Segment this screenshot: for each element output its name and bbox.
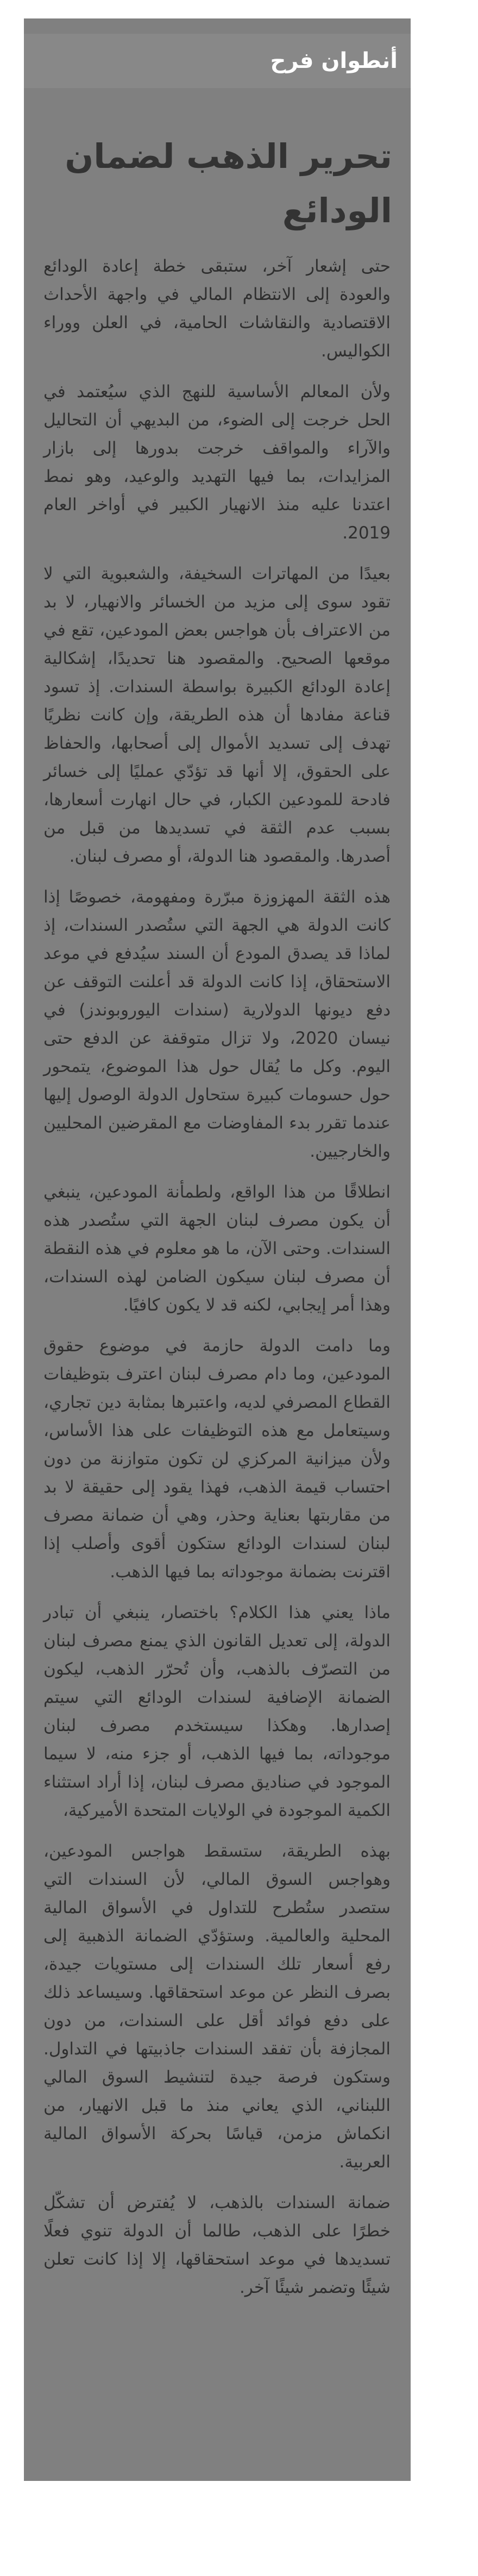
paragraph: بعيدًا من المهاترات السخيفة، والشعبوية التي لا تقود سوى إلى مزيد من الخسائر والانهيار، لا بد من الاعتراف بأن هواجس بعض المودعين، تقع في موقعها الصحيح. والمقصود هنا تحديدًا، إشكالية إعادة الودائع الكبيرة بواسطة السندات. إذ تسود قناعة مفادها أن هذه الطريقة، وإن كانت نظريًا تهدف إلى تسديد الأموال إلى أصحابها، والحفاظ على الحقوق، إلا أنها قد تؤدّي عمليًا إلى خسائر فادحة للمودعين الكبار، في حال انهارت أسعارها، بسبب عدم الثقة في تسديدها من قبل من أصدرها. والمقصود هنا الدولة، أو مصرف لبنان. (43, 564, 391, 866)
paragraph: بهذه الطريقة، ستسقط هواجس المودعين، وهواجس السوق المالي، لأن السندات التي ستصدر ستُطرح للتداول في الأسواق المالية المحلية والعالمية. وستؤدّي الضمانة الذهبية إلى رفع أسعار تلك السندات إلى مستويات جيدة، بصرف النظر عن موعد استحقاقها. وسيساعد ذلك على دفع فوائد أقل على السندات، من دون المجازفة بأن تفقد السندات جاذبيتها في التداول. وستكون فرصة جيدة لتنشيط السوق المالي اللبناني، الذي يعاني منذ ما قبل الانهيار، من انكماش مزمن، قياسًا بحركة الأسواق المالية العربية. (43, 1841, 391, 2172)
article-body (43, 252, 391, 2314)
paragraph: ماذا يعني هذا الكلام؟ باختصار، ينبغي أن تبادر الدولة، إلى تعديل القانون الذي يمنع مصرف لبنان من التصرّف بالذهب، وأن تُحرّر الذهب، ليكون الضمانة الإضافية لسندات الودائع التي سيتم إصدارها. وهكذا سيستخدم مصرف لبنان موجوداته، بما فيها الذهب، أو جزء منه، لا سيما الموجود في صناديق مصرف لبنان، إذا أراد استثناء الكمية الموجودة في الولايات المتحدة الأميركية، (43, 1603, 391, 1820)
author-band (24, 34, 411, 88)
article-title: تحرير الذهب لضمان الودائع (65, 136, 392, 230)
paragraph: حتى إشعار آخر، ستبقى خطة إعادة الودائع والعودة إلى الانتظام المالي في واجهة الأحداث الاقتصادية والنقاشات الحامية، في العلن ووراء الكواليس. (43, 256, 391, 361)
author-name: أنطوان فرح (270, 48, 398, 73)
paragraph: هذه الثقة المهزوزة مبرّرة ومفهومة، خصوصًا إذا كانت الدولة هي الجهة التي ستُصدر السندات، إذ لماذا قد يصدق المودع أن السند سيُدفع في موعد الاستحقاق، إذا كانت الدولة قد أعلنت التوقف عن دفع ديونها الدولارية (سندات اليوروبوندز) في نيسان 2020، ولا تزال متوقفة عن الدفع حتى اليوم. وكل ما يُقال حول هذا الموضوع، يتمحور حول حسومات كبيرة ستحاول الدولة الوصول إليها عندما تقرر بدء المفاوضات مع المقرضين المحليين والخارجيين. (43, 887, 391, 1161)
paragraph: انطلاقًا من هذا الواقع، ولطمأنة المودعين، ينبغي أن يكون مصرف لبنان الجهة التي ستُصدر هذه السندات. وحتى الآن، ما هو معلوم في هذه النقطة أن مصرف لبنان سيكون الضامن لهذه السندات، وهذا أمر إيجابي، لكنه قد لا يكون كافيًا. (43, 1182, 391, 1315)
article-card (24, 18, 411, 2481)
paragraph: وما دامت الدولة حازمة في موضوع حقوق المودعين، وما دام مصرف لبنان اعترف بتوظيفات القطاع المصرفي لديه، واعتبرها بمثابة دين تجاري، وسيتعامل مع هذه التوظيفات على هذا الأساس، ولأن ميزانية المركزي لن تكون متوازنة من دون احتساب قيمة الذهب، فهذا يقود إلى حقيقة لا بد من مقاربتها بعناية وحذر، وهي أن ضمانة مصرف لبنان لسندات الودائع ستكون أقوى وأصلب إذا اقترنت بضمانة موجوداته بما فيها الذهب. (43, 1336, 391, 1582)
paragraph: ضمانة السندات بالذهب، لا يُفترض أن تشكّل خطرًا على الذهب، طالما أن الدولة تنوي فعلًا تسديدها في موعد استحقاقها، إلا إذا كانت تعلن شيئًا وتضمر شيئًا آخر. (43, 2193, 391, 2297)
paragraph: ولأن المعالم الأساسية للنهج الذي سيُعتمد في الحل خرجت إلى الضوء، من البديهي أن التحاليل والآراء والمواقف خرجت بدورها إلى بازار المزايدات، بما فيها التهديد والوعيد، وهو نمط اعتدنا عليه منذ الانهيار الكبير في أواخر العام 2019. (43, 382, 391, 543)
